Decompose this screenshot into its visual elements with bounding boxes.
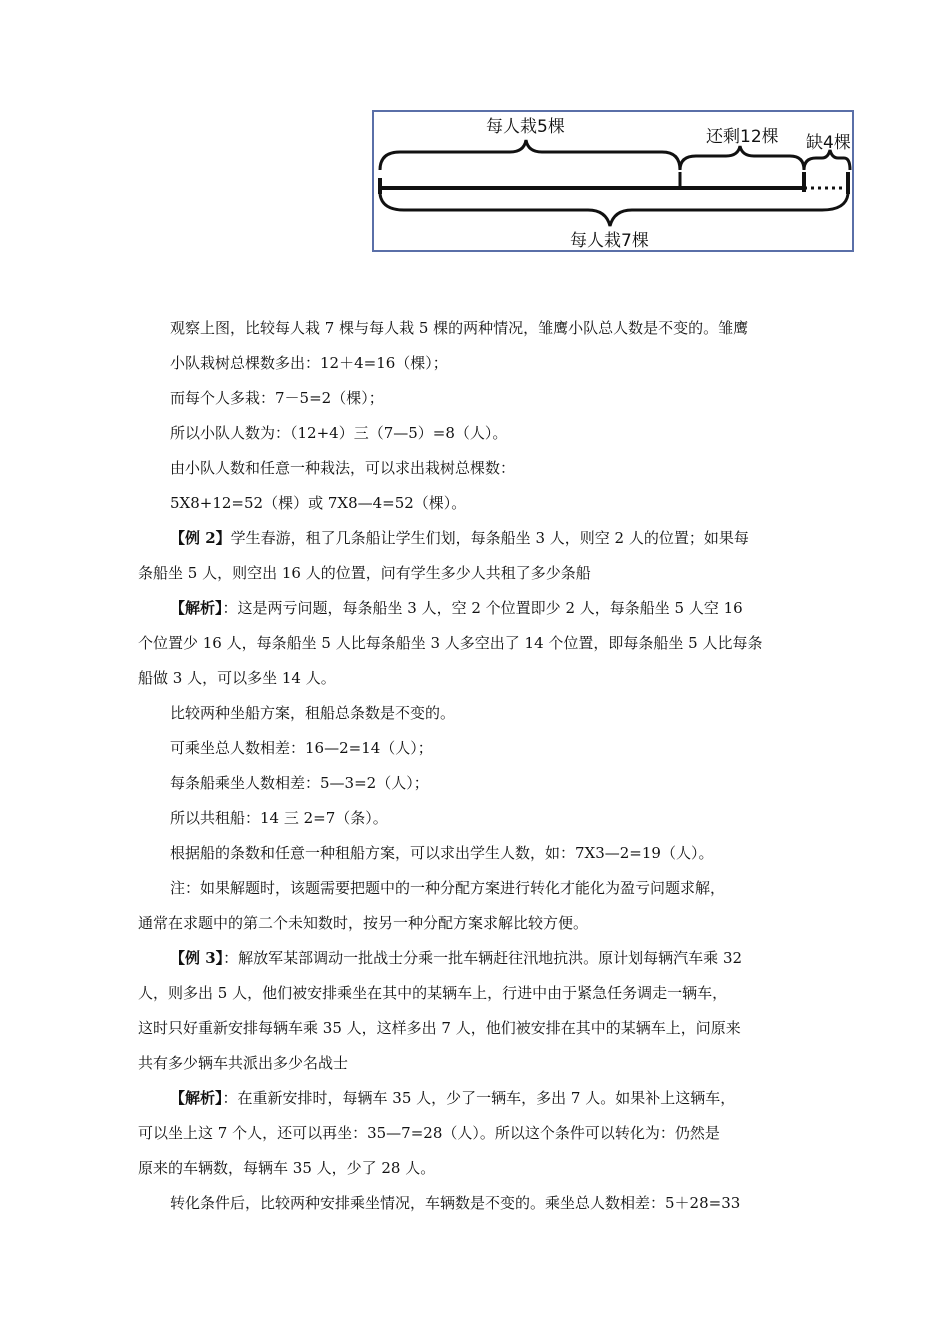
paragraph-line xyxy=(138,976,818,1011)
paragraph-line xyxy=(138,661,818,696)
brace-top-mid xyxy=(680,146,804,170)
paragraph-line xyxy=(138,906,818,941)
paragraph-line xyxy=(138,836,818,871)
paragraph-line xyxy=(138,871,818,906)
paragraph-line xyxy=(138,346,818,381)
paragraph-line xyxy=(138,521,818,556)
paragraph-text: ：在重新安排时，每辆车 35 人，少了一辆车，多出 7 人。如果补上这辆车， xyxy=(222,1089,736,1107)
document-body xyxy=(138,311,818,1221)
paragraph-text: 船做 3 人，可以多坐 14 人。 xyxy=(138,669,336,687)
diagram-svg xyxy=(374,112,852,250)
paragraph-label: 【解析】 xyxy=(170,1089,223,1107)
paragraph-line xyxy=(138,486,818,521)
label-short-4: 缺4棵 xyxy=(806,133,851,153)
brace-top-right xyxy=(804,150,850,170)
paragraph-line xyxy=(138,1151,818,1186)
paragraph-text: 可以坐上这 7 个人，还可以再坐：35—7=28（人）。所以这个条件可以转化为：仍然是 xyxy=(138,1124,720,1142)
paragraph-line xyxy=(138,941,818,976)
paragraph-text: 5X8+12=52（棵）或 7X8—4=52（棵）。 xyxy=(170,494,467,512)
brace-top-left xyxy=(380,140,680,170)
paragraph-text: 每条船乘坐人数相差：5—3=2（人）； xyxy=(170,774,429,792)
paragraph-line xyxy=(138,311,818,346)
paragraph-line xyxy=(138,556,818,591)
paragraph-line xyxy=(138,1186,818,1221)
paragraph-text: 可乘坐总人数相差：16—2=14（人）； xyxy=(170,739,433,757)
paragraph-text: 注：如果解题时，该题需要把题中的一种分配方案进行转化才能化为盈亏问题求解， xyxy=(170,879,726,897)
paragraph-text: 比较两种坐船方案，租船总条数是不变的。 xyxy=(170,704,456,722)
paragraph-label: 【例 3】 xyxy=(170,949,224,967)
paragraph-text: 观察上图，比较每人栽 7 棵与每人栽 5 棵的两种情况，雏鹰小队总人数是不变的。雏鹰 xyxy=(170,319,749,337)
paragraph-line xyxy=(138,591,818,626)
paragraph-line xyxy=(138,731,818,766)
label-each-7: 每人栽7棵 xyxy=(570,231,649,250)
line-segment-diagram xyxy=(372,110,854,252)
paragraph-line xyxy=(138,381,818,416)
paragraph-label: 【解析】 xyxy=(170,599,223,617)
paragraph-text: 个位置少 16 人，每条船坐 5 人比每条船坐 3 人多空出了 14 个位置，即每条船坐 5 人比每条 xyxy=(138,634,763,652)
label-each-5: 每人栽5棵 xyxy=(486,117,565,137)
paragraph-line xyxy=(138,801,818,836)
paragraph-text: ：这是两亏问题，每条船坐 3 人，空 2 个位置即少 2 人，每条船坐 5 人空 16 xyxy=(222,599,743,617)
paragraph-line xyxy=(138,696,818,731)
paragraph-text: 条船坐 5 人，则空出 16 人的位置，问有学生多少人共租了多少条船 xyxy=(138,564,591,582)
paragraph-text: ：解放军某部调动一批战士分乘一批车辆赶往汛地抗洪。原计划每辆汽车乘 32 xyxy=(223,949,743,967)
paragraph-line xyxy=(138,416,818,451)
paragraph-text: 通常在求题中的第二个未知数时，按另一种分配方案求解比较方便。 xyxy=(138,914,589,932)
paragraph-label: 【例 2】 xyxy=(170,529,231,547)
paragraph-text: 由小队人数和任意一种栽法，可以求出栽树总棵数： xyxy=(170,459,516,477)
paragraph-line xyxy=(138,1046,818,1081)
paragraph-text: 共有多少辆车共派出多少名战士 xyxy=(138,1054,349,1072)
paragraph-text: 人，则多出 5 人，他们被安排乘坐在其中的某辆车上，行进中由于紧急任务调走一辆车， xyxy=(138,984,728,1002)
paragraph-line xyxy=(138,766,818,801)
paragraph-line xyxy=(138,626,818,661)
paragraph-line xyxy=(138,1081,818,1116)
paragraph-text: 这时只好重新安排每辆车乘 35 人，这样多出 7 人，他们被安排在其中的某辆车上，问原来 xyxy=(138,1019,741,1037)
paragraph-text: 原来的车辆数，每辆车 35 人，少了 28 人。 xyxy=(138,1159,436,1177)
paragraph-text: 根据船的条数和任意一种租船方案，可以求出学生人数，如：7X3—2=19（人）。 xyxy=(170,844,714,862)
brace-bottom xyxy=(380,194,848,226)
paragraph-line xyxy=(138,1011,818,1046)
paragraph-text: 所以共租船：14 三 2=7（条）。 xyxy=(170,809,388,827)
paragraph-text: 而每个人多栽：7－5=2（棵）； xyxy=(170,389,384,407)
paragraph-text: 小队栽树总棵数多出：12＋4=16（棵）； xyxy=(170,354,448,372)
paragraph-text: 所以小队人数为：（12+4）三（7—5）=8（人）。 xyxy=(170,424,508,442)
paragraph-line xyxy=(138,1116,818,1151)
label-remaining-12: 还剩12棵 xyxy=(706,127,779,147)
paragraph-text: 转化条件后，比较两种安排乘坐情况，车辆数是不变的。乘坐总人数相差：5＋28=33 xyxy=(170,1194,741,1212)
paragraph-text: 学生春游，租了几条船让学生们划，每条船坐 3 人，则空 2 人的位置；如果每 xyxy=(230,529,749,547)
paragraph-line xyxy=(138,451,818,486)
